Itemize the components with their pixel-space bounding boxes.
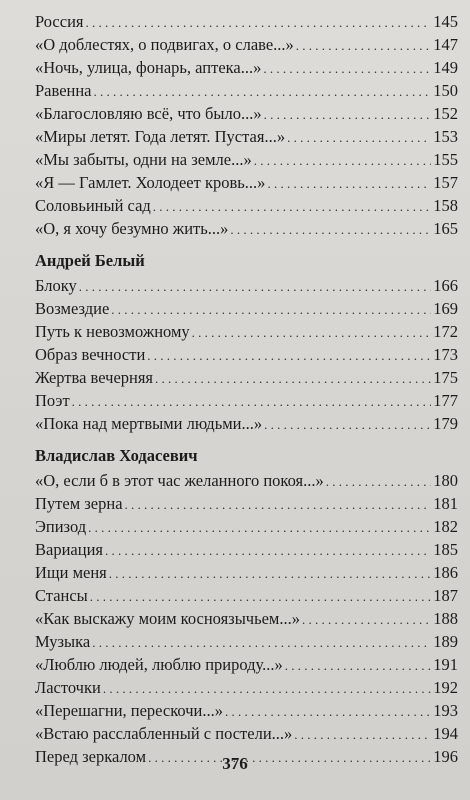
dot-leader xyxy=(155,366,431,390)
toc-entry xyxy=(35,125,458,148)
table-of-contents xyxy=(35,10,458,768)
toc-entry xyxy=(35,607,458,630)
entry-page-number: 191 xyxy=(433,655,458,674)
toc-entry xyxy=(35,56,458,79)
dot-leader xyxy=(230,217,431,241)
entry-title: Блоку xyxy=(35,276,77,295)
dot-leader xyxy=(90,584,431,608)
entry-page-number: 152 xyxy=(433,104,458,123)
dot-leader xyxy=(111,297,431,321)
toc-entry xyxy=(35,538,458,561)
entry-title: Перед зеркалом xyxy=(35,747,147,766)
entry-title: «О доблестях, о подвигах, о славе...» xyxy=(35,35,294,54)
toc-entry xyxy=(35,171,458,194)
toc-entry xyxy=(35,10,458,33)
toc-entry xyxy=(35,33,458,56)
toc-entry xyxy=(35,561,458,584)
entry-page-number: 172 xyxy=(433,322,458,341)
author-heading: Владислав Ходасевич xyxy=(35,446,198,465)
toc-entry xyxy=(35,274,458,297)
dot-leader xyxy=(92,630,431,654)
entry-title: «Ночь, улица, фонарь, аптека...» xyxy=(35,58,262,77)
toc-entry xyxy=(35,217,458,240)
entry-page-number: 196 xyxy=(433,747,458,766)
entry-title: Возмездие xyxy=(35,299,110,318)
dot-leader xyxy=(79,274,431,298)
entry-page-number: 147 xyxy=(433,35,458,54)
entry-page-number: 185 xyxy=(433,540,458,559)
entry-page-number: 150 xyxy=(433,81,458,100)
entry-page-number: 173 xyxy=(433,345,458,364)
dot-leader xyxy=(264,412,431,436)
entry-title: Жертва вечерняя xyxy=(35,368,154,387)
toc-entry xyxy=(35,653,458,676)
entry-title: Образ вечности xyxy=(35,345,146,364)
dot-leader xyxy=(109,561,431,585)
dot-leader xyxy=(125,492,432,516)
entry-title: «Я — Гамлет. Холодеет кровь...» xyxy=(35,173,266,192)
toc-entry xyxy=(35,469,458,492)
entry-page-number: 175 xyxy=(433,368,458,387)
entry-title: Музыка xyxy=(35,632,91,651)
dot-leader xyxy=(225,699,431,723)
toc-entry-list xyxy=(35,274,458,435)
page-number: 376 xyxy=(222,754,248,773)
entry-page-number: 181 xyxy=(433,494,458,513)
entry-page-number: 187 xyxy=(433,586,458,605)
entry-page-number: 188 xyxy=(433,609,458,628)
entry-title: Равенна xyxy=(35,81,92,100)
entry-title: Ищи меня xyxy=(35,563,107,582)
entry-title: «Как выскажу моим косноязычьем...» xyxy=(35,609,300,628)
entry-page-number: 158 xyxy=(433,196,458,215)
entry-page-number: 180 xyxy=(433,471,458,490)
toc-entry xyxy=(35,297,458,320)
entry-title: «О, я хочу безумно жить...» xyxy=(35,219,229,238)
toc-section xyxy=(35,444,458,768)
toc-entry xyxy=(35,366,458,389)
dot-leader xyxy=(86,10,432,34)
entry-page-number: 192 xyxy=(433,678,458,697)
toc-entry xyxy=(35,699,458,722)
entry-page-number: 177 xyxy=(433,391,458,410)
entry-page-number: 166 xyxy=(433,276,458,295)
entry-page-number: 189 xyxy=(433,632,458,651)
toc-entry xyxy=(35,343,458,366)
entry-title: Соловьиный сад xyxy=(35,196,151,215)
toc-entry xyxy=(35,722,458,745)
dot-leader xyxy=(105,538,431,562)
entry-title: Эпизод xyxy=(35,517,87,536)
dot-leader xyxy=(285,653,432,677)
dot-leader xyxy=(287,125,431,149)
dot-leader xyxy=(94,79,432,103)
toc-entry xyxy=(35,412,458,435)
toc-entry-list xyxy=(35,10,458,240)
entry-title: «Перешагни, перескочи...» xyxy=(35,701,223,720)
toc-section xyxy=(35,10,458,240)
dot-leader xyxy=(296,33,431,57)
entry-page-number: 153 xyxy=(433,127,458,146)
dot-leader xyxy=(302,607,431,631)
toc-entry xyxy=(35,79,458,102)
dot-leader xyxy=(88,515,431,539)
toc-section xyxy=(35,249,458,435)
entry-title: «О, если б в этот час желанного покоя...» xyxy=(35,471,324,490)
entry-title: Вариация xyxy=(35,540,103,559)
toc-entry xyxy=(35,515,458,538)
entry-page-number: 157 xyxy=(433,173,458,192)
entry-title: Поэт xyxy=(35,391,70,410)
entry-page-number: 193 xyxy=(433,701,458,720)
toc-entry xyxy=(35,584,458,607)
toc-entry xyxy=(35,492,458,515)
entry-title: «Встаю расслабленный с постели...» xyxy=(35,724,293,743)
dot-leader xyxy=(326,469,432,493)
entry-title: Ласточки xyxy=(35,678,101,697)
entry-page-number: 194 xyxy=(433,724,458,743)
dot-leader xyxy=(264,102,432,126)
dot-leader xyxy=(192,320,432,344)
dot-leader xyxy=(254,148,432,172)
toc-entry xyxy=(35,389,458,412)
entry-page-number: 149 xyxy=(433,58,458,77)
entry-title: «Пока над мертвыми людьми...» xyxy=(35,414,263,433)
toc-entry xyxy=(35,320,458,343)
dot-leader xyxy=(294,722,431,746)
dot-leader xyxy=(147,343,431,367)
entry-title: «Благословляю всё, что было...» xyxy=(35,104,262,123)
entry-title: Путем зерна xyxy=(35,494,123,513)
entry-page-number: 145 xyxy=(433,12,458,31)
entry-title: Стансы xyxy=(35,586,88,605)
toc-entry xyxy=(35,676,458,699)
toc-entry xyxy=(35,102,458,125)
entry-page-number: 169 xyxy=(433,299,458,318)
entry-title: «Миры летят. Года летят. Пустая...» xyxy=(35,127,286,146)
toc-entry xyxy=(35,194,458,217)
entry-page-number: 179 xyxy=(433,414,458,433)
toc-entry xyxy=(35,630,458,653)
entry-title: «Люблю людей, люблю природу...» xyxy=(35,655,283,674)
dot-leader xyxy=(267,171,431,195)
dot-leader xyxy=(103,676,431,700)
author-heading: Андрей Белый xyxy=(35,251,145,270)
toc-entry-list xyxy=(35,469,458,768)
dot-leader xyxy=(263,56,431,80)
entry-title: «Мы забыты, одни на земле...» xyxy=(35,150,252,169)
dot-leader xyxy=(72,389,432,413)
toc-entry xyxy=(35,148,458,171)
entry-title: Путь к невозможному xyxy=(35,322,190,341)
entry-page-number: 186 xyxy=(433,563,458,582)
entry-page-number: 182 xyxy=(433,517,458,536)
entry-page-number: 165 xyxy=(433,219,458,238)
dot-leader xyxy=(153,194,431,218)
entry-title: Россия xyxy=(35,12,84,31)
entry-page-number: 155 xyxy=(433,150,458,169)
